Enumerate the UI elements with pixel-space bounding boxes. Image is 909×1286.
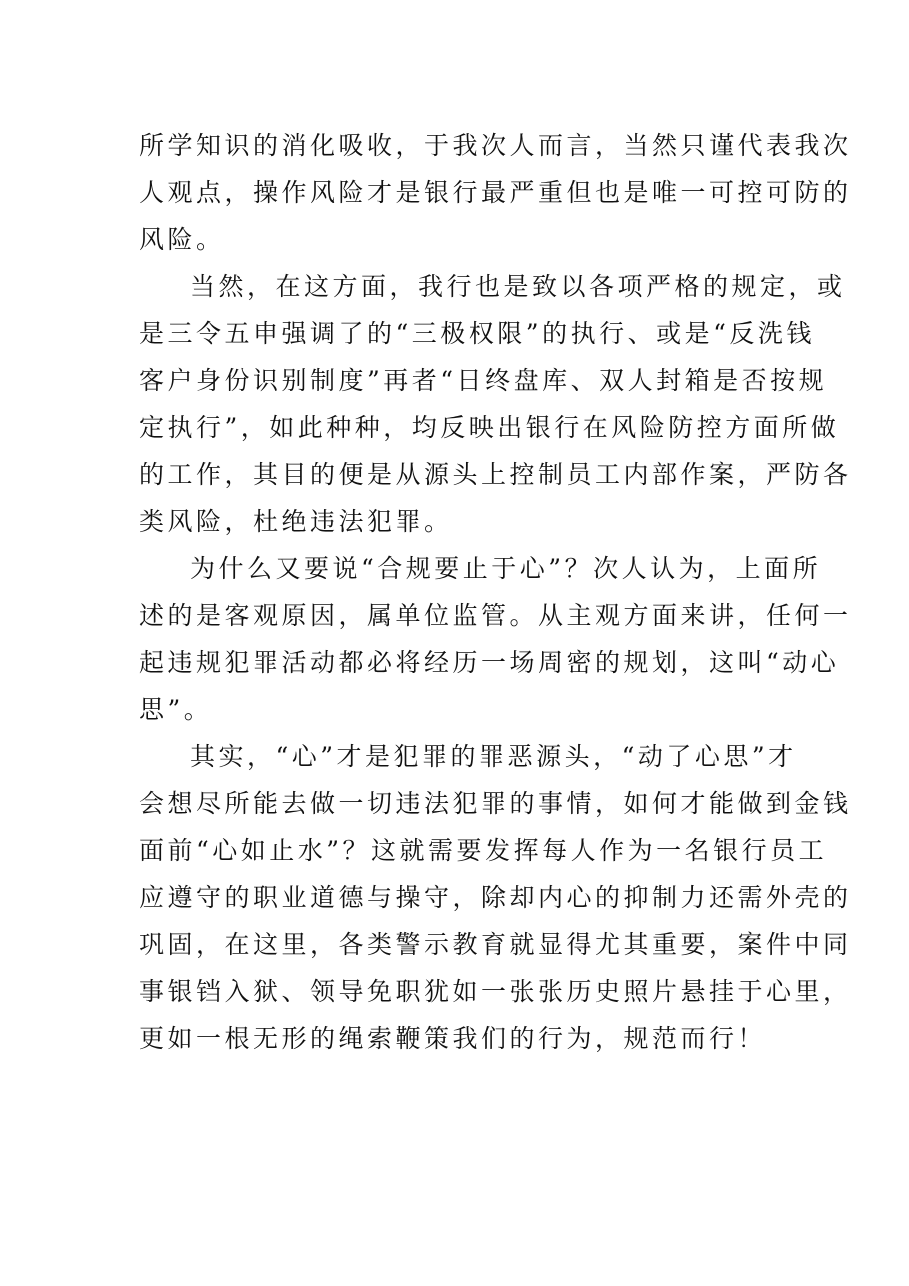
paragraph-1 <box>139 122 852 263</box>
text-line: 风险。 <box>139 225 225 254</box>
text-line: 述的是客观原因，属单位监管。从主观方面来讲，任何一 <box>139 601 852 630</box>
paragraph-4 <box>139 733 852 1062</box>
text-line: 当然，在这方面，我行也是致以各项严格的规定，或 <box>190 272 846 301</box>
text-line: 应遵守的职业道德与操守，除却内心的抑制力还需外壳的 <box>139 883 852 912</box>
document-body <box>139 122 852 1062</box>
text-line: 是三令五申强调了的“三极权限”的执行、或是“反洗钱 <box>139 319 815 348</box>
text-line: 定执行”，如此种种，均反映出银行在风险防控方面所做 <box>139 413 840 442</box>
text-line: 所学知识的消化吸收，于我次人而言，当然只谨代表我次 <box>139 131 852 160</box>
paragraph-3 <box>139 545 852 733</box>
paragraph-2 <box>139 263 852 545</box>
text-line: 巩固，在这里，各类警示教育就显得尤其重要，案件中同 <box>139 930 852 959</box>
text-line: 其实，“心”才是犯罪的罪恶源头，“动了心思”才 <box>190 742 797 771</box>
text-line: 类风险，杜绝违法犯罪。 <box>139 507 453 536</box>
text-line: 起违规犯罪活动都必将经历一场周密的规划，这叫“动心 <box>139 648 840 677</box>
text-line: 面前“心如止水”？这就需要发挥每人作为一名银行员工 <box>139 836 828 865</box>
text-line: 的工作，其目的便是从源头上控制员工内部作案，严防各 <box>139 460 852 489</box>
text-line: 事银铛入狱、领导免职犹如一张张历史照片悬挂于心里， <box>139 977 852 1006</box>
text-line: 为什么又要说“合规要止于心”？次人认为，上面所 <box>190 554 822 583</box>
text-line: 人观点，操作风险才是银行最严重但也是唯一可控可防的 <box>139 178 852 207</box>
text-line: 思”。 <box>139 695 213 724</box>
text-line: 更如一根无形的绳索鞭策我们的行为，规范而行！ <box>139 1024 767 1053</box>
text-line: 客户身份识别制度”再者“日终盘库、双人封箱是否按规 <box>139 366 828 395</box>
text-line: 会想尽所能去做一切违法犯罪的事情，如何才能做到金钱 <box>139 789 852 818</box>
